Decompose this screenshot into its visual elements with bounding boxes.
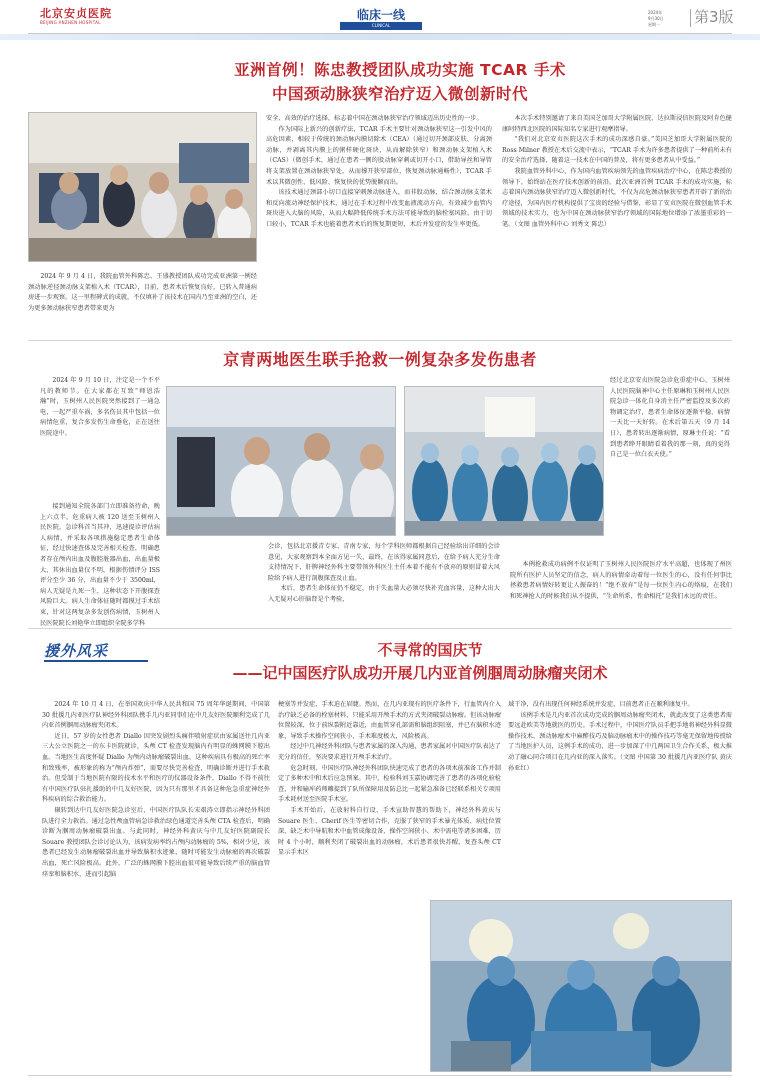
article2-column-2 — [268, 542, 500, 606]
article3-paragraph: 该例手术是几内亚首次成功完成的腘周动脉瘤夹闭术，就此改变了这类患者需要远赴欧美等地就医的历史。手术过程中，中国医疗队员手把手地将神经外科显微操作技术、颈动脉瘤术中麻醉技巧及脑动脉瘤术中的操作技巧等毫无保留地传授给了当地医护人员，这例手术的成功，进一步加深了中几两国卫生合作关系，极大推动了融心同合项目在几内亚的深入落实。（文图 中国第 30 批援几内亚医疗队 黄庆 孙亚红） — [508, 711, 732, 772]
article3-paragraph: 手术开始后，在放射科自行设、手术宣助智慧的帮助下，神经外科黄庆与 Souare 医生、Cherif 医生等密切合作，克服了狭窄的手术暴光体质、病灶位置深、缺乏术中导航和术中血管成像设备、操作空间狭小、术中需电等诸多困难，历时 4 个小时，顺利夹闭了破裂出血的动脉瘤，术后患者很快苏醒，复查头颅 CT 显示手术区 — [278, 806, 501, 857]
article3-headline-line1: 不寻常的国庆节 — [377, 641, 483, 659]
article3-paragraph: 近日，57 岁的女性患者 Diallo 因突发剧烈头痛伴喷射症状由家属送往几内亚三大公立医院之一的东卡医院就诊，头颅 CT 检查发现脑内有明显的蛛网膜下腔出血。当地医生高度怀疑 Diallo 为颅内动脉瘤破裂出血，这种疾病具有极高的死亡率和致残率，被形象的称为“颅内炸弹”，需要尽快完善检查，明确诊断并进行手术救治。但受制于当地医院有限的技术水平和医疗的仪器设备条件，Diallo 不得不前往有中国医疗队驻扎援助的中几友好医院，因为只有那里才具备这种危急重症神经外科疾病的综合救治能力。 — [42, 732, 270, 804]
page-divider — [690, 9, 691, 27]
article2-paragraph: 会诊，包括北京援青专家、青南专家，每个学科医师都根据自己经验给出详细的会诊意见，大家观察到本全面方见一失，最终，在该得家属同意后，在给予病人充分生命支持情况下，肝脾神经外科主要带领外科医生主任本着不能有不放弃的原则冒着大风险给予病人进行剖腹探查及止血。 — [268, 543, 500, 582]
article3-paragraph: 经过中几神经外科团队与患者家属的深入沟通，患者家属对中国医疗队表达了充分的信任，坚决要求进行开颅手术治疗。 — [278, 743, 501, 761]
section-separator — [28, 340, 732, 341]
article1-paragraph: 该技术通过颈部小切口直接穿刺颈动脉进入，而非股动脉，结合颈动脉支架术和反向流动神经保护技术，通过在手术过程中改变血液流动方向，有效减少血管内斑块进入大脑的风险，从而大幅降低传统手术方法可能导致的脑栓塞风险。由于切口较小，TCAR 手术也能着患者术后的恢复期更短，术后并发症的发生率更低。 — [266, 189, 492, 228]
article1-column-3 — [502, 114, 732, 231]
article2-column-1b — [40, 502, 160, 629]
article3-photo-surgery — [430, 900, 732, 1072]
article2-paragraph: 术后，患者生命体征仍不稳定，由于失血量大必须尽快补充血容量，这种大出大入无疑对心肝脑肾是个考验， — [268, 585, 500, 603]
issue-weekday: 星期一 — [648, 22, 660, 27]
article1-paragraph: 安全、高效的治疗选择，标志着中国在颈动脉狭窄治疗领域迈出历史性的一步。 — [266, 115, 483, 122]
article1-column-1 — [28, 272, 257, 314]
article1-paragraph: “我们对北京安贞医院这次手术的成功深感自豪。”美国芝加哥大学附属医院的 Ross Milner 教授在术后交流中表示，“TCAR 手术为许多患者提供了一种前所未有的安全治疗选择，随着这一技术在中国的普及，将有更多患者从中受益。” — [502, 136, 732, 165]
article1-paragraph: 作为国际上新兴的创新疗法，TCAR 手术主要针对颈动脉狭窄这一引发中风的高危因素，相较于传统的颈动脉内膜切除术（CEA）（通过切开颈部皮肤、分离颈动脉，并剥离其内膜上的粥样硬化斑块，从而解除狭窄）和颈动脉支架植入术（CAS）（微创手术，通过在患者一侧的股动脉穿刺或切开小口，借助导丝和导管将支架放置在颈动脉狭窄处，从而撑开狭窄部位，恢复颈动脉通畅性），TCAR 手术以其微创性、低风险、恢复快的优势脱颖而出。 — [266, 125, 492, 186]
section-title: 临床一线 — [356, 8, 405, 22]
issue-year: 2024年 — [648, 10, 663, 15]
rubric-bar — [44, 660, 148, 662]
article2-column-3b — [510, 560, 732, 602]
article2-paragraph: 2024 年 9 月 10 日，注定是一个不平凡的教师节。在大家都在互致“师恩浩瀚”时，玉树州人民医院突然接到了一通急电，一起严重车祸，多名伤员其中包括一位病情危重，复合多发伤生命垂危，正在送往医院途中。 — [40, 377, 160, 437]
article2-paragraph: 本例抢救成功病例不仅证明了玉树州人民医院医疗水平高超，也体现了州医院所有医护人员坚定的信念，病人的病情牵动着每一位医生的心，没有任何事比拯救患者病情好转更让人振奋的！“绝不放弃”是每一位医生内心的烙痕，在我们和死神抢人的时候我们从不提供，“生命所系，性命相托”是我们永远的责任。 — [510, 561, 732, 600]
hospital-name-en: BEIJING ANZHEN HOSPITAL — [40, 20, 101, 25]
article1-paragraph: 2024 年 9 月 4 日，我院血管外科陈忠、王盛教授团队成功完成亚洲第一例经颈动脉逆径颈动脉支架植入术（TCAR），目前，患者术后恢复良好，已转入普通病房进一步观察。这一里程碑式的成就，不仅填补了该技术在国内乃至亚洲的空白，还为更多颈动脉狭窄患者带来更为 — [28, 273, 257, 312]
issue-date — [648, 10, 664, 28]
article3-headline-line2: ——记中国医疗队成功开展几内亚首例腘周动脉瘤夹闭术 — [232, 664, 608, 682]
masthead — [0, 0, 760, 36]
article2-column-3a — [610, 376, 730, 461]
article2-paragraph: 经过北京安贞医院急诊危重症中心、玉树州人民医院脑神中心主任原琳和玉树州人民医院急诊一体化自身消主任严密监控及多次药物调定治疗，患者生命体征逐渐平稳，病情一天比一天好转。在术后第五天（9 月 14 日），患者转出逐渐病情，原琳主任说：“看到患者睁开眼睛看着我的那一刻，真的觉得自己是一位白衣天使。” — [610, 377, 730, 459]
article1-column-2 — [266, 114, 492, 231]
article2-photo-left — [166, 386, 396, 536]
article3-column-2 — [278, 700, 501, 859]
article3-column-1 — [42, 700, 270, 880]
article3-paragraph: 辗转到达中几友好医院急诊室后，中国医疗队队长宋艰涛立即指示神经外科团队进行全力救治。通过急性颅血管病急诊救治绿色通道完善头颅 CTA 检查后，明确诊断为腘周动脉瘤破裂出血。与此同时，神经外科黄庆与中几友好医院副院长 Souare 教授团队会诊讨论认为，该病发病率约占颅内动脉瘤的 5%，相对少见，该患者已经发生动脉瘤破裂出血并导致脑积水迹象，随时可能发生动脉瘤的再次破裂出血，死亡风险极高。此外，广泛的蛛网膜下腔出血很可能导致后续严重的脑血管痉挛和脑积水，进而引起脑 — [42, 806, 270, 878]
issue-day: 9月30日 — [648, 16, 664, 21]
article1-paragraph: 本次手术特别邀请了来自美国芝加哥大学附属医院、达拉斯浸信医院及阿肯色健康阿特西北医院的国际知名专家进行观摩指导。 — [502, 115, 732, 133]
article1-photo — [28, 112, 257, 262]
article2-paragraph: 接到通知全院各部门立即准备待命，晚上六点半，危重病人被 120 送至玉树州人民医院，急诊科首当其冲，迅速提诊评估病人病情，并采取各项措施稳定患者生命体征，经过快速查体及完善相关检查，明确患者存在颅内出血及腹腔脏器出血，出血量极大，其休出血量仅不明，根据伤情评分 ISS 评分至少 36 分，出血量不少于 3500ml，病人无疑是九死一生，这种状态下开腹探查风险巨大。病人生命体征随时都摸过手术结束，针对这两复杂多发创伤病情，玉树州人民医院院长刘艳华立即组织全院多学科 — [40, 503, 160, 627]
article2-photo-right — [404, 386, 604, 536]
article3-paragraph: 2024 年 10 月 4 日，在举国欢庆中华人民共和国 75 周年华诞期间，中国第 30 批援几内亚医疗队神经外科团队携手几内亚同事们在中几友好医院顺利完成了几内亚首例腘周动脉瘤夹闭术。 — [42, 701, 270, 730]
article2-headline: 京青两地医生联手抢救一例复杂多发伤患者 — [223, 350, 537, 369]
article1-headline-line2: 中国颈动脉狭窄治疗迈入微创新时代 — [271, 85, 528, 103]
article3-paragraph: 危急时刻，中国医疗队神经外科团队快速完成了患者的各项术前准备工作并制定了多种术中和术后应急预案。其中，检验科刘玉嘉协调完善了患者的各项化验检查，并和输库药师雕提到了队所保障用及防总比一起紧急准备已经联系相关专项用手术耗材送至医院手术室。 — [278, 764, 501, 804]
article3-paragraph: 梗塞等并发症，手术迫在眉睫。然而，在几内亚现有的医疗条件下，行血管内介入治疗缺乏必备的栓塞材料，只能采用开颅手术的方式夹闭破裂动脉瘤。但该动脉瘤位置较深，位于前纵裂附近靠近，由血管穿孔部需和脑组织阻塞，并已有脑积水迹象，导致手术操作空间狭小，手术难度极大，风险极高。 — [278, 701, 501, 740]
article1-headline-line1: 亚洲首例！陈忠教授团队成功实施 TCAR 手术 — [234, 61, 566, 79]
hospital-name: 北京安贞医院 — [40, 7, 112, 20]
article3-column-3 — [508, 700, 732, 774]
footer-rule — [28, 1075, 732, 1076]
page-number: 第3版 — [694, 8, 734, 26]
article1-paragraph: 我院血管外科中心，作为国内血管疾病领先的血管疾病治疗中心，在陈忠教授的领导下，始终站在医疗技术创新的前沿。此次亚洲首例 TCAR 手术的成功实施，标志着国内颈动脉狭窄治疗迈入微创新时代，不仅为高危颈动脉狭窄患者开辟了新的治疗途径，为国内医疗机构提供了宝贵的经验与借鉴，彰显了安贞医院在微创血管手术领域的技术实力，也为中国在颈动脉狭窄治疗领域的国际地位增添了浓墨重彩的一笔。（文图 血管外科中心 刘秀文 陈忠） — [502, 167, 732, 228]
section-separator — [28, 628, 732, 629]
rubric-label: 援外风采 — [44, 642, 109, 660]
section-title-en: CLINICAL — [340, 22, 422, 30]
article2-column-1a — [40, 376, 160, 440]
header-band — [0, 34, 760, 40]
article3-paragraph: 域干净，没有出现任何神经系统并发症，目前患者正在顺利康复中。 — [508, 701, 694, 708]
